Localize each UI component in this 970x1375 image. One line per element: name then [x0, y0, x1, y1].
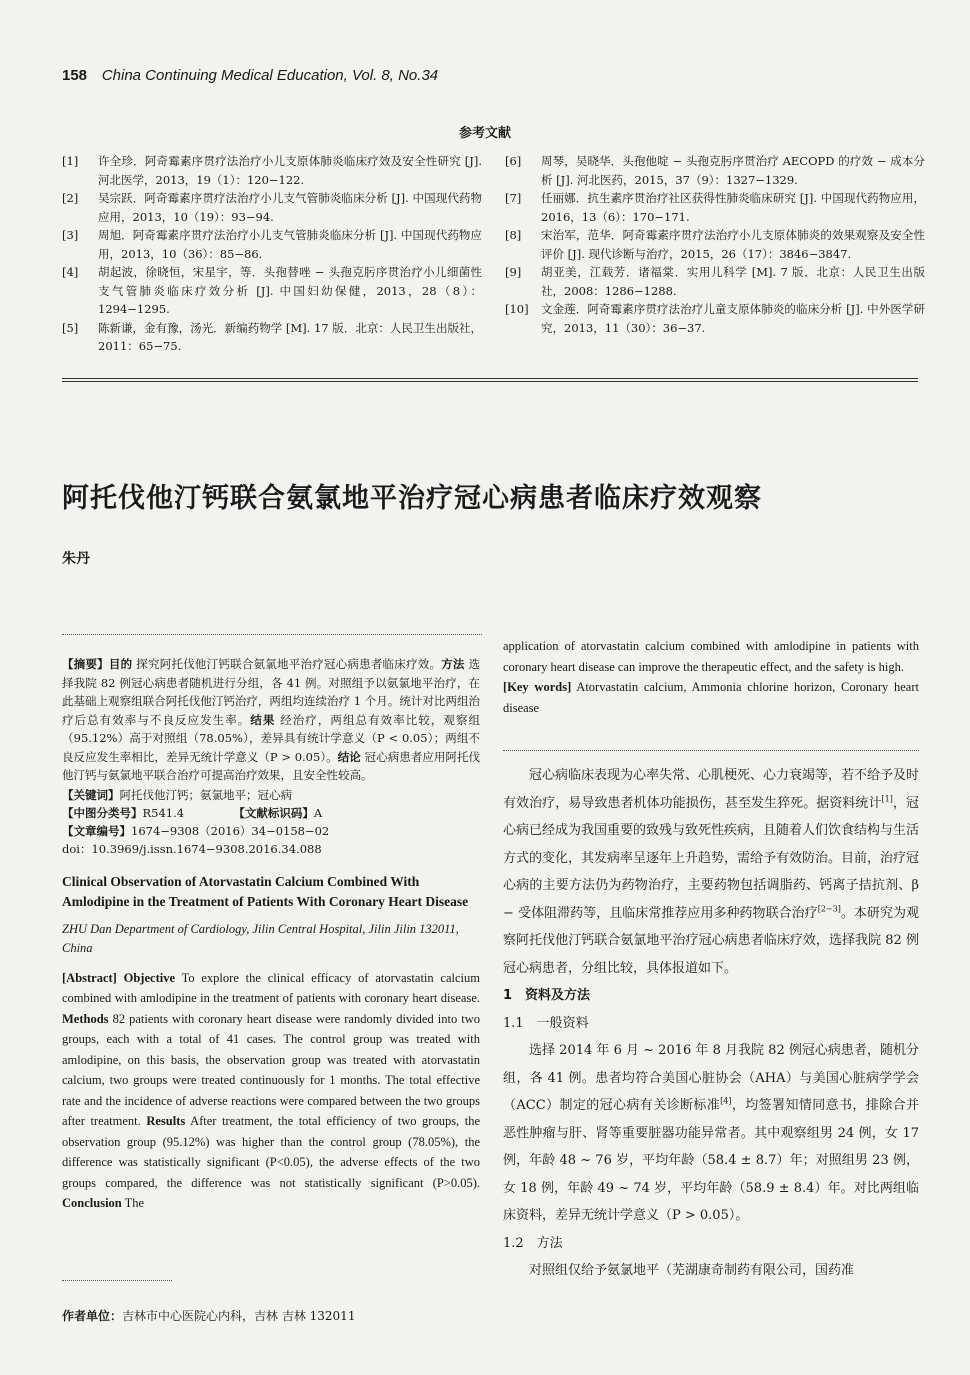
- page-header: [62, 66, 438, 84]
- reference-item: [505, 300, 925, 337]
- reference-item: [62, 319, 482, 356]
- general-data-paragraph: 选择 2014 年 6 月 ~ 2016 年 8 月我院 82 例冠心病患者，随机分组，各 41 例。患者均符合美国心脏协会（AHA）与美国心脏病学学会（ACC）制定的冠心病有关诊断标准[4]，均签署知情同意书，排除合并恶性肿瘤与肝、肾等重要脏器功能异常者。其中观察组男 24 例，女 17 例，年龄 48 ~ 76 岁，平均年龄（58.4 ± 8.7）年；对照组男 23 例，女 18 例，年龄 49 ~ 74 岁，平均年龄（58.9 ± 8.4）年。对比两组临床资料，差异无统计学意义（P > 0.05）。: [503, 1043, 919, 1223]
- article-title: 阿托伐他汀钙联合氨氯地平治疗冠心病患者临床疗效观察: [62, 483, 762, 514]
- body-text: [503, 762, 919, 1285]
- reference-text: 胡亚美，江载芳．诸福棠．实用儿科学 [M]. 7 版．北京：人民卫生出版社，2008：1286−1288.: [541, 265, 925, 298]
- abstract-column: [62, 655, 480, 1214]
- keywords: 【关键词】阿托伐他汀钙；氨氯地平；冠心病: [62, 787, 292, 802]
- abstract-top-divider: [62, 634, 482, 635]
- subsection-heading: 1.2 方法: [503, 1235, 563, 1251]
- journal-name: China Continuing Medical Education, Vol. 8, No.34: [101, 67, 439, 84]
- reference-item: [505, 226, 925, 263]
- english-author: ZHU Dan Department of Cardiology, Jilin Central Hospital, Jilin Jilin 132011, China: [62, 921, 459, 955]
- reference-text: 许全珍．阿奇霉素序贯疗法治疗小儿支原体肺炎临床疗效及安全性研究 [J]. 河北医学，2013，19（1）：120−122.: [98, 154, 482, 187]
- reference-number: [4]: [62, 265, 79, 279]
- reference-text: 任丽娜．抗生素序贯治疗社区获得性肺炎临床研究 [J]. 中国现代药物应用，2016，13（6）：170−171.: [541, 191, 925, 224]
- reference-number: [3]: [62, 228, 79, 242]
- section-heading: 1 资料及方法: [503, 988, 591, 1003]
- reference-text: 胡起波，徐晓恒，宋星宇，等．头孢替唑 − 头孢克肟序贯治疗小儿细菌性支气管肺炎临床疗效分析 [J]. 中国妇幼保健，2013，28（8）：1294−1295.: [98, 265, 482, 316]
- reference-text: 宋治军，范华．阿奇霉素序贯疗法治疗小儿支原体肺炎的效果观察及安全性评价 [J]. 现代诊断与治疗，2015，26（17）：3846−3847.: [541, 228, 925, 261]
- references-left-column: [62, 152, 482, 356]
- references-title: 参考文献: [458, 126, 511, 141]
- section-divider: [62, 381, 918, 382]
- reference-item: [62, 189, 482, 226]
- english-title: Clinical Observation of Atorvastatin Calcium Combined With Amlodipine in the Treatment of Patients With Coronary Heart Disease: [62, 873, 469, 909]
- reference-number: [2]: [62, 191, 79, 205]
- reference-text: 陈新谦，金有豫，汤光．新编药物学 [M]. 17 版．北京：人民卫生出版社，2011：65−75.: [98, 320, 482, 353]
- reference-number: [5]: [62, 320, 79, 335]
- references-right-column: [505, 152, 925, 337]
- doi: doi：10.3969/j.issn.1674−9308.2016.34.088: [62, 841, 322, 856]
- reference-number: [6]: [505, 154, 522, 168]
- footnote-divider: [62, 1280, 172, 1281]
- reference-number: [10]: [505, 302, 529, 316]
- section-divider: [62, 378, 918, 379]
- reference-text: 吴宗跃．阿奇霉素序贯疗法治疗小儿支气管肺炎临床分析 [J]. 中国现代药物应用，2013，10（19）：93−94.: [98, 191, 482, 224]
- reference-item: [505, 189, 925, 226]
- reference-number: [8]: [505, 228, 522, 242]
- reference-text: 周旭．阿奇霉素序贯疗法治疗小儿支气管肺炎临床分析 [J]. 中国现代药物应用，2013，10（36）：85−86.: [98, 228, 482, 261]
- reference-text: 周琴，吴晓华．头孢他啶 − 头孢克肟序贯治疗 AECOPD 的疗效 − 成本分析 [J]. 河北医药，2015，37（9）：1327−1329.: [541, 154, 925, 187]
- subsection-heading: 1.1 一般资料: [503, 1015, 589, 1031]
- reference-number: [9]: [505, 265, 522, 279]
- intro-paragraph: 冠心病临床表现为心率失常、心肌梗死、心力衰竭等，若不给予及时有效治疗，易导致患者机体功能损伤，甚至发生猝死。据资料统计[1]，冠心病已经成为我国重要的致残与致死性疾病，且随着人们饮食结构与生活方式的变化，其发病率呈逐年上升趋势，需给予有效防治。目前，治疗冠心病的主要方法仍为药物治疗，主要药物包括调脂药、钙离子拮抗剂、β − 受体阻滞药等，且临床常推荐应用多种药物联合治疗[2−3]。本研究为观察阿托伐他汀钙联合氨氯地平治疗冠心病患者临床疗效，选择我院 82 例冠心病患者，分组比较，具体报道如下。: [503, 768, 920, 976]
- english-abstract-continued: application of atorvastatin calcium combined with amlodipine in patients with coronary heart disease can improve the therapeutic effect, and the safety is high. [Key words] Atorvastatin calcium, Ammonia chlorine horizon, Coronary heart disease: [503, 636, 919, 718]
- article-number: 【文章编号】1674−9308（2016）34−0158−02: [62, 823, 330, 838]
- reference-item: [62, 152, 482, 189]
- reference-text: 文金莲．阿奇霉素序贯疗法治疗儿童支原体肺炎的临床分析 [J]. 中外医学研究，2013，11（30）：36−37.: [541, 302, 925, 335]
- reference-item: [62, 263, 482, 319]
- author-affiliation: 作者单位：吉林市中心医院心内科，吉林 吉林 132011: [62, 1309, 356, 1323]
- classification: 【中图分类号】R541.4 【文献标识码】A: [62, 805, 323, 820]
- keywords-divider: [503, 750, 919, 751]
- english-abstract: [Abstract] Objective To explore the clinical efficacy of atorvastatin calcium combined with amlodipine in the treatment of patients with coronary heart disease. Methods 82 patients with coronary heart disease were randomly divided into two groups, each with a total of 41 cases. The control group was treated with amlodipine, on this basis, the observation group was treated with atorvastatin calcium, two groups were treated continuously for 1 months. The total effective rate and the incidence of adverse reactions were compared between the two groups after treatment. Results After treatment, the total efficiency of two groups, the observation group (95.12%) was higher than the control group (78.05%), the difference was statistically significant (P<0.05), the adverse effects of the two groups compared, the difference was not statistically significant (P>0.05). Conclusion The: [62, 970, 480, 1210]
- reference-number: [7]: [505, 191, 522, 205]
- cn-abstract: 【摘要】目的 探究阿托伐他汀钙联合氨氯地平治疗冠心病患者临床疗效。方法 选择我院 82 例冠心病患者随机进行分组，各 41 例。对照组予以氨氯地平治疗，在此基础上观察组联合阿托伐他汀钙治疗，两组均连续治疗 1 个月。统计对比两组治疗后总有效率与不良反应发生率。结果 经治疗，两组总有效率比较，观察组（95.12%）高于对照组（78.05%），差异具有统计学意义（P < 0.05）；两组不良反应发生率相比，差异无统计学意义（P > 0.05）。结论 冠心病患者应用阿托伐他汀钙与氨氯地平联合治疗可提高治疗效果，且安全性较高。: [62, 657, 481, 782]
- english-keywords: [Key words] Atorvastatin calcium, Ammonia chlorine horizon, Coronary heart disease: [503, 680, 919, 715]
- page-number: 158: [62, 67, 88, 84]
- reference-item: [505, 263, 925, 300]
- reference-item: [505, 152, 925, 189]
- reference-number: [1]: [62, 154, 79, 168]
- article-author: 朱丹: [62, 551, 90, 567]
- methods-paragraph: 对照组仅给予氨氯地平（芜湖康奇制药有限公司，国药准: [529, 1263, 855, 1278]
- reference-item: [62, 226, 482, 263]
- cn-metadata: [62, 786, 480, 858]
